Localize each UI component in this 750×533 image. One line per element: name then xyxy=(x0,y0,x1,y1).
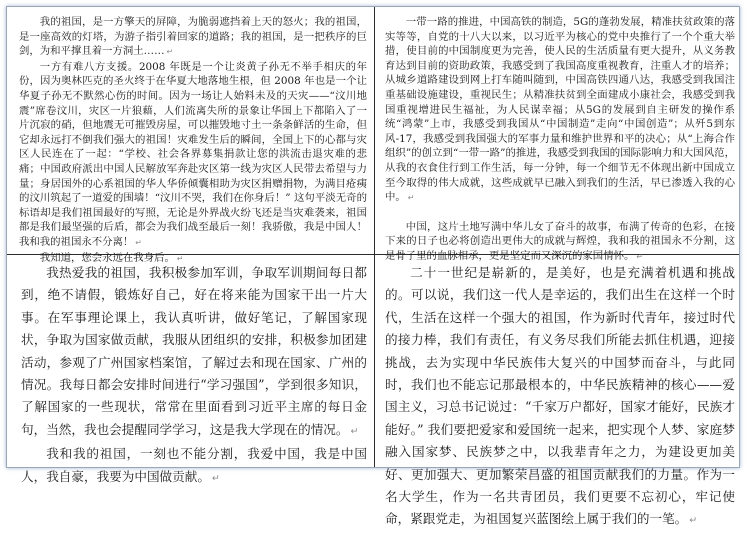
paragraph: 二十一世纪是崭新的，是美好，也是充满着机遇和挑战的。可以说，我们这一代人是幸运的，我们出生在这样一个时代，生活在这样一个强大的祖国，作为新时代青年，接过时代的接力棒，我们有责任，有义务尽我们所能去抓住机遇，迎接挑战，去为实现中华民族伟大复兴的中国梦而奋斗，与此同时，我们也不能忘记那最根本的，中华民族精神的核心——爱国主义，习总书记说过：“千家万户都好，国家才能好，民族才能好。” 我们要把爱家和爱国统一起来，把实现个人梦、家庭梦融入国家梦、民族梦之中，以我辈青年之力，为建设更加美好、更加强大、更加繁荣昌盛的祖国贡献我们的力量。作为一名大学生，作为一名共青团员，我们更要不忘初心，牢记使命，紧跟党走，为祖国复兴蓝图绘上属于我们的一笔。 ↵ xyxy=(385,265,735,527)
paragraph: 我的祖国，是一方擎天的屏障，为脆弱遮挡着上天的怒火；我的祖国，是一座高效的灯塔，为游子指引着回家的道路；我的祖国，是一把秩序的巨剑，为和平撑且着一方洞土…… ↵ xyxy=(19,16,367,58)
paragraph: 一方有难八方支援。2008 年既是一个让炎黄子孙无不举手相庆的年份，因为奥林匹克的圣火终于在华夏大地落地生根，但 2008 年也是一个让华夏子孙无不默然心伤的时间。因为一场让人始料未及的天灾——“汶川地震”席卷汶川，灾区一片狼藉，人们流离失所的景象让华国上下都陷入了一片沉寂的硝，但地震无可摧毁房屋，可以摧毁地寸土一条条鲜活的生命，但它却永远打不倒我们强大的祖国！灾难发生后的瞬间，全国上下的心都与灾区人民连在了一起：“学校、社会各界募集捐款让您的洪流击退灾难的悲痛；中国政府派出中国人民解放军奔赴灾区第一线为灾区人民带去希望与力量；身居国外的心系祖国的华人华侨倾囊相助为灾区捐赠捐物，为满目疮痍的汶川筑起了一道爱的围墙！“汶川不哭，我们在你身后！” 这句平淡无奇的标语却是我们祖国最好的写照，无论是外界战火纷飞还是当灾难袭来，祖国都是我们最坚强的后盾，都会为我们战至最后一刻！我骄傲，我是中国人！我和我的祖国永不分离！ ↵ xyxy=(19,60,367,248)
paragraph-spacer xyxy=(385,206,735,220)
paragraph: 一带一路的推进，中国高铁的制造，5G的蓬勃发展，精准扶贫政策的落实等等，自党的十八大以来，以习近平为核心的党中央推行了一个个重大举措，使目前的中国制度更为完善，使人民的生活质量有更大提升，从义务教育达到目前的资助政策，我感受到了我国高度重视教育，注重人才的培养；从城乡道路建设到网上打车随叫随到，中国高铁四通八达，我感受到我国注重基础设施建设，重视民生；从精准扶贫到全面建成小康社会，我感受到我国重视增进民生福祉，为人民谋幸福；从5G的发展到自主研发的操作系统“鸿蒙”上市，我感受到我国从“中国制造”走向“中国创造”；从歼5到东风-17，我感受到我国强大的军事力量和维护世界和平的决心；从“上海合作组织”的创立到“一带一路”的推进，我感受到我国的国际影响力和大国风范，从我的衣食住行到工作生活，每一分钟，每一个细节无不体现出新中国成立至今取得的伟大成就，这些成就早已融入到我们的生活，早已渗透入我的心中。 ↵ xyxy=(385,16,735,204)
paragraph-mark-icon: ↵ xyxy=(407,193,415,203)
paragraph-mark-icon: ↵ xyxy=(135,237,142,247)
paragraph: 我知道，您会永远在我身后。 ↵ xyxy=(39,251,184,264)
essay-panel-top-right xyxy=(385,15,735,262)
paragraph: 我和我的祖国，一刻也不能分割，我爱中国，我是中国人，我自豪，我要为中国做贡献。 ↵ xyxy=(21,446,367,484)
paragraph: 中国，这片土地写满中华儿女了奋斗的故事，布满了传奇的色彩，在接下来的日子也必将创造出更伟大的成就与辉煌，我和我的祖国永不分割，这是骨子里的血脉相承，更是坚定而又深沉的家国情怀。 ↵ xyxy=(385,220,735,262)
table-vertical-divider xyxy=(374,7,375,467)
paragraph-mark-icon: ↵ xyxy=(689,515,698,527)
paragraph-mark-icon: ↵ xyxy=(350,425,359,437)
paragraph-mark-icon: ↵ xyxy=(211,472,220,484)
essay-panel-top-left xyxy=(19,15,367,264)
essay-panel-bottom-right xyxy=(385,262,735,527)
document-page xyxy=(6,6,740,527)
paragraph-mark-icon: ↵ xyxy=(636,251,643,261)
paragraph-mark-icon: ↵ xyxy=(166,47,174,57)
essay-panel-bottom-left xyxy=(21,262,367,484)
paragraph: 我热爱我的祖国，我积极参加军训，争取军训期间每日都到，绝不请假，锻炼好自己，好在将来能为国家干出一片大事。在军事理论课上，我认真听讲，做好笔记，了解国家现状，争取为国家做贡献，我服从团组织的安排，积极参加团建活动，参观了广州国家档案馆，了解过去和现在国家、广州的情况。我每日都会安排时间进行“学习强国”，学到很多知识，了解国家的一些现状，常常在里面看到习近平主席的每日金句，当然，我也会提醒同学学习，这是我大学现在的情况。 ↵ xyxy=(21,265,367,437)
paragraph-mark-icon: ↵ xyxy=(176,253,184,263)
